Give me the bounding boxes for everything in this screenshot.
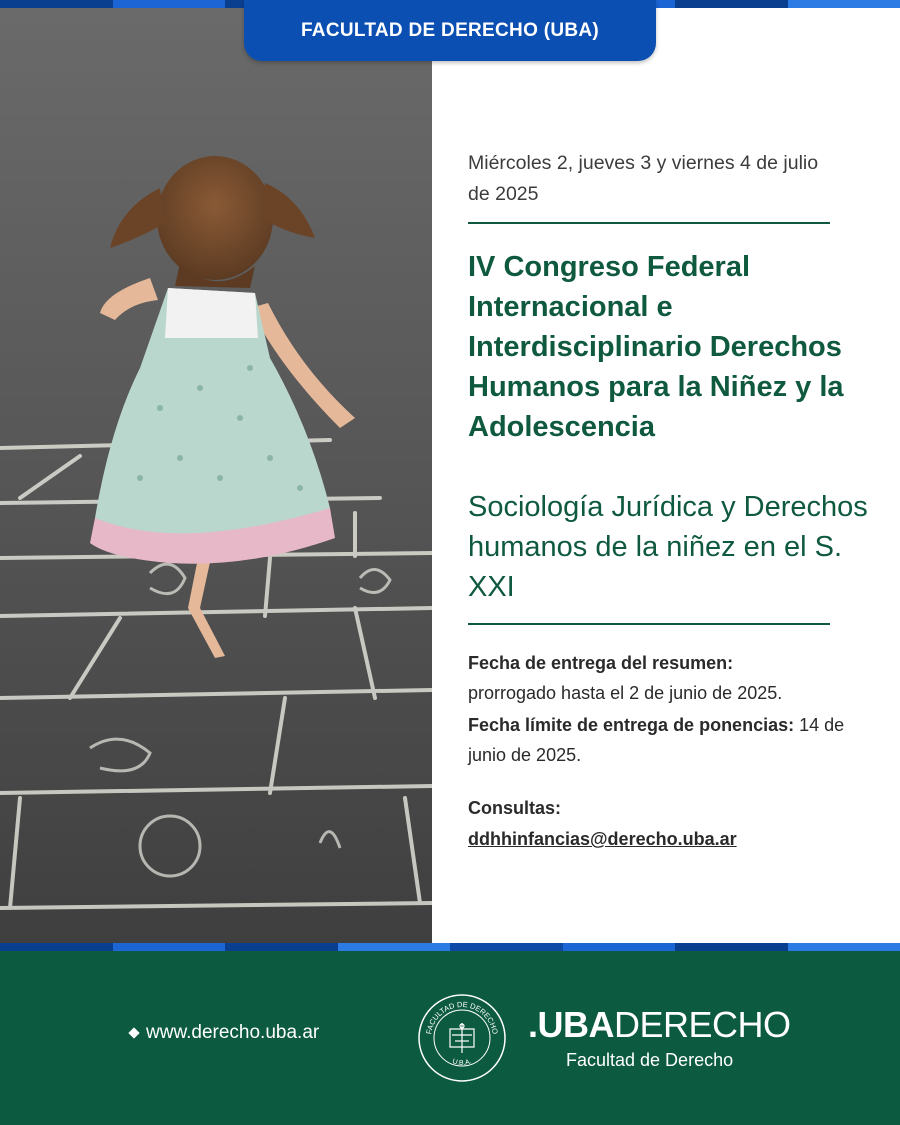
event-title: IV Congreso Federal Internacional e Interdisciplinario Derechos Humanos para la Niñez y la Adolescencia xyxy=(468,251,844,443)
logo-derecho-text: DERECHO xyxy=(614,1004,791,1045)
contact-email-link[interactable]: ddhhinfancias@derecho.uba.ar xyxy=(468,829,737,849)
event-dates: Miércoles 2, jueves 3 y viernes 4 de julio de 2025 xyxy=(468,152,819,205)
contact-label: Consultas: xyxy=(468,798,562,818)
diamond-bullet-icon xyxy=(128,1027,139,1038)
hero-photo xyxy=(0,8,432,943)
bottom-color-stripe xyxy=(0,943,900,951)
faculty-seal-icon xyxy=(417,993,507,1083)
abstract-deadline xyxy=(468,648,868,708)
seal-top-text: FACULTAD DE DERECHO xyxy=(424,999,500,1035)
seal-bottom-text: U.B.A. xyxy=(451,1058,473,1067)
logo-uba-text: .UBA xyxy=(528,1004,614,1045)
contact-block xyxy=(468,793,868,855)
event-subtitle: Sociología Jurídica y Derechos humanos de la niñez en el S. XXI xyxy=(468,491,868,603)
papers-deadline-label: Fecha límite de entrega de ponencias: xyxy=(468,715,795,735)
abstract-deadline-label: Fecha de entrega del resumen: xyxy=(468,653,734,673)
website-text: www.derecho.uba.ar xyxy=(146,1022,320,1043)
website-link[interactable] xyxy=(130,1022,319,1044)
svg-text:U.B.A. xyxy=(451,1058,472,1067)
papers-deadline xyxy=(468,710,868,770)
deadlines-block xyxy=(468,648,868,772)
papers-deadline-value: 14 de junio de 2025. xyxy=(468,715,845,765)
footer xyxy=(0,951,900,1125)
logo-subtitle: Facultad de Derecho xyxy=(566,1050,734,1070)
divider-top xyxy=(468,222,830,224)
divider-bottom xyxy=(468,623,830,625)
uba-derecho-logo xyxy=(528,1004,791,1045)
faculty-badge: FACULTAD DE DERECHO (UBA) xyxy=(244,0,656,61)
abstract-deadline-value: prorrogado hasta el 2 de junio de 2025. xyxy=(468,683,783,703)
